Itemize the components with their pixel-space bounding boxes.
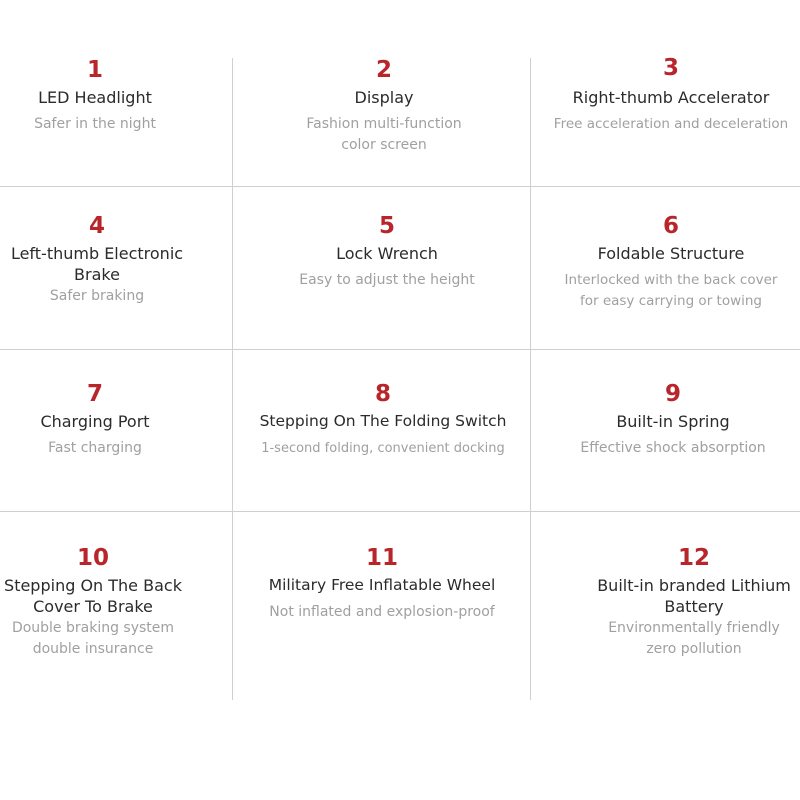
feature-cell xyxy=(0,57,200,135)
feature-cell xyxy=(0,213,204,307)
feature-description: Fast charging xyxy=(48,440,142,456)
feature-cell xyxy=(548,381,798,459)
feature-number: 12 xyxy=(677,545,710,571)
feature-number: 8 xyxy=(374,381,391,407)
feature-cell xyxy=(578,545,800,660)
column-divider xyxy=(530,58,531,700)
feature-title: Lock Wrench xyxy=(336,244,438,263)
feature-cell xyxy=(536,55,800,135)
feature-number: 5 xyxy=(378,213,395,239)
feature-title: Military Free Inflatable Wheel xyxy=(268,576,496,594)
feature-description: Interlocked with the back cover for easy carrying or towing xyxy=(564,272,778,309)
feature-description: Easy to adjust the height xyxy=(299,272,475,288)
feature-cell xyxy=(234,381,532,459)
feature-title: Stepping On The Folding Switch xyxy=(259,412,507,430)
feature-number: 9 xyxy=(664,381,681,407)
feature-number: 1 xyxy=(86,57,103,83)
feature-cell xyxy=(240,545,524,623)
feature-cell xyxy=(284,57,484,156)
feature-cell xyxy=(270,213,504,291)
feature-description: Fashion multi-function color screen xyxy=(306,116,462,153)
feature-title: Charging Port xyxy=(40,412,150,431)
feature-description: Safer braking xyxy=(49,288,145,304)
feature-title: Left-thumb Electronic Brake xyxy=(10,244,184,284)
row-divider xyxy=(0,349,800,350)
feature-number: 7 xyxy=(86,381,103,407)
feature-number: 3 xyxy=(662,55,679,81)
feature-number: 10 xyxy=(76,545,109,571)
feature-number: 2 xyxy=(375,57,392,83)
feature-cell xyxy=(0,545,202,660)
feature-number: 6 xyxy=(662,213,679,239)
feature-description: Not inflated and explosion-proof xyxy=(269,604,495,620)
feature-cell xyxy=(540,213,800,312)
feature-description: Double braking system double insurance xyxy=(11,620,175,657)
feature-cell xyxy=(0,381,190,459)
feature-title: Display xyxy=(354,88,414,107)
feature-title: Stepping On The Back Cover To Brake xyxy=(4,576,182,616)
feature-description: Environmentally friendly zero pollution xyxy=(608,620,780,657)
column-divider xyxy=(232,58,233,700)
feature-description: Effective shock absorption xyxy=(580,440,766,456)
feature-description: Free acceleration and deceleration xyxy=(553,116,789,132)
feature-title: LED Headlight xyxy=(38,88,152,107)
feature-title: Foldable Structure xyxy=(597,244,745,263)
feature-description: 1-second folding, convenient docking xyxy=(261,441,505,456)
feature-description: Safer in the night xyxy=(34,116,156,132)
feature-number: 11 xyxy=(365,545,398,571)
row-divider xyxy=(0,511,800,512)
feature-title: Right-thumb Accelerator xyxy=(572,88,770,107)
feature-title: Built-in branded Lithium Battery xyxy=(597,576,791,616)
row-divider xyxy=(0,186,800,187)
feature-number: 4 xyxy=(88,213,105,239)
feature-title: Built-in Spring xyxy=(616,412,730,431)
